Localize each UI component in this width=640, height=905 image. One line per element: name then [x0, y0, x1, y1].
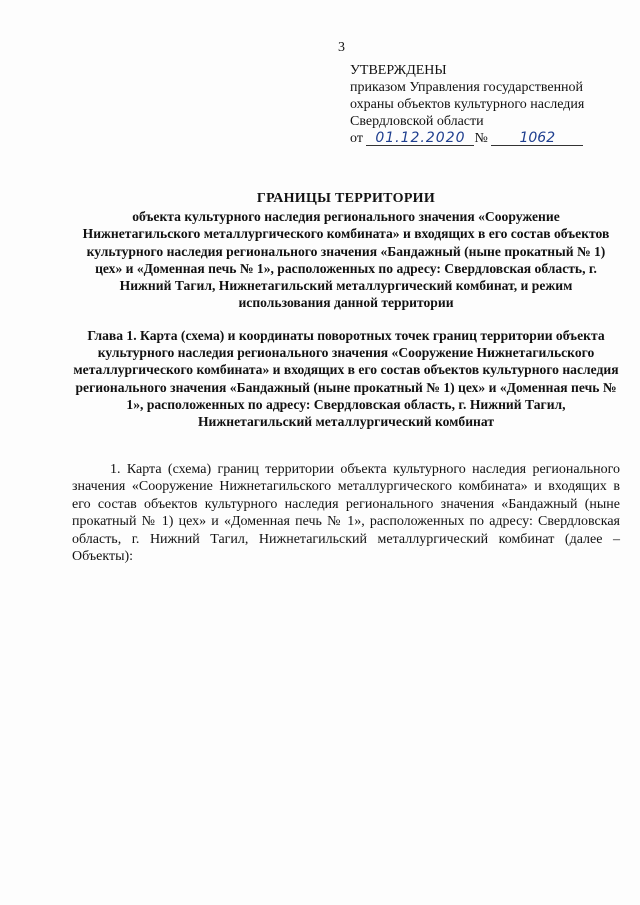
- approval-line-1: приказом Управления государственной: [350, 80, 584, 95]
- approval-stamp-block: [350, 62, 620, 147]
- approval-line-2: охраны объектов культурного наследия: [350, 97, 585, 112]
- document-title: ГРАНИЦЫ ТЕРРИТОРИИ: [256, 191, 436, 206]
- handwritten-order-number: 1062: [491, 131, 583, 146]
- handwritten-date: 01.12.2020: [366, 131, 474, 146]
- document-title-block: [72, 190, 620, 311]
- page-number: 3: [338, 40, 345, 55]
- approval-date-number-line: [350, 130, 620, 147]
- document-subtitle: объекта культурного наследия регионального значения «Сооружение Нижнетагильского металлургического комбината» и входящих в его состав объектов культурного наследия регионального значения «Бандажный (ныне прокатный № 1) цех» и «Доменная печь № 1», расположенных по адресу: Свердловская область, г. Нижний Тагил, Нижнетагильский металлургический комбинат, и режим использования данной территории: [82, 209, 610, 311]
- body-paragraph-1: 1. Карта (схема) границ территории объекта культурного наследия регионального значения «Сооружение Нижнетагильского металлургического комбината» и входящих в его состав объектов культурного наследия регионального значения «Бандажный (ныне прокатный № 1) цех» и «Доменная печь № 1», расположенных по адресу: Свердловская область, г. Нижний Тагил, Нижнетагильский металлургический комбинат (далее – Объекты):: [72, 462, 620, 565]
- approval-heading: УТВЕРЖДЕНЫ: [350, 63, 447, 78]
- approval-line-3: Свердловской области: [350, 114, 484, 129]
- date-prefix: от: [350, 131, 363, 146]
- number-prefix: №: [474, 131, 488, 146]
- chapter-heading: Глава 1. Карта (схема) и координаты поворотных точек границ территории объекта культурного наследия регионального значения «Сооружение Нижнетагильского металлургического комбината» и входящих в его состав объектов культурного наследия регионального значения «Бандажный (ныне прокатный № 1) цех» и «Доменная печь № 1», расположенных по адресу: Свердловская область, г. Нижний Тагил, Нижнетагильский металлургический комбинат: [73, 328, 619, 430]
